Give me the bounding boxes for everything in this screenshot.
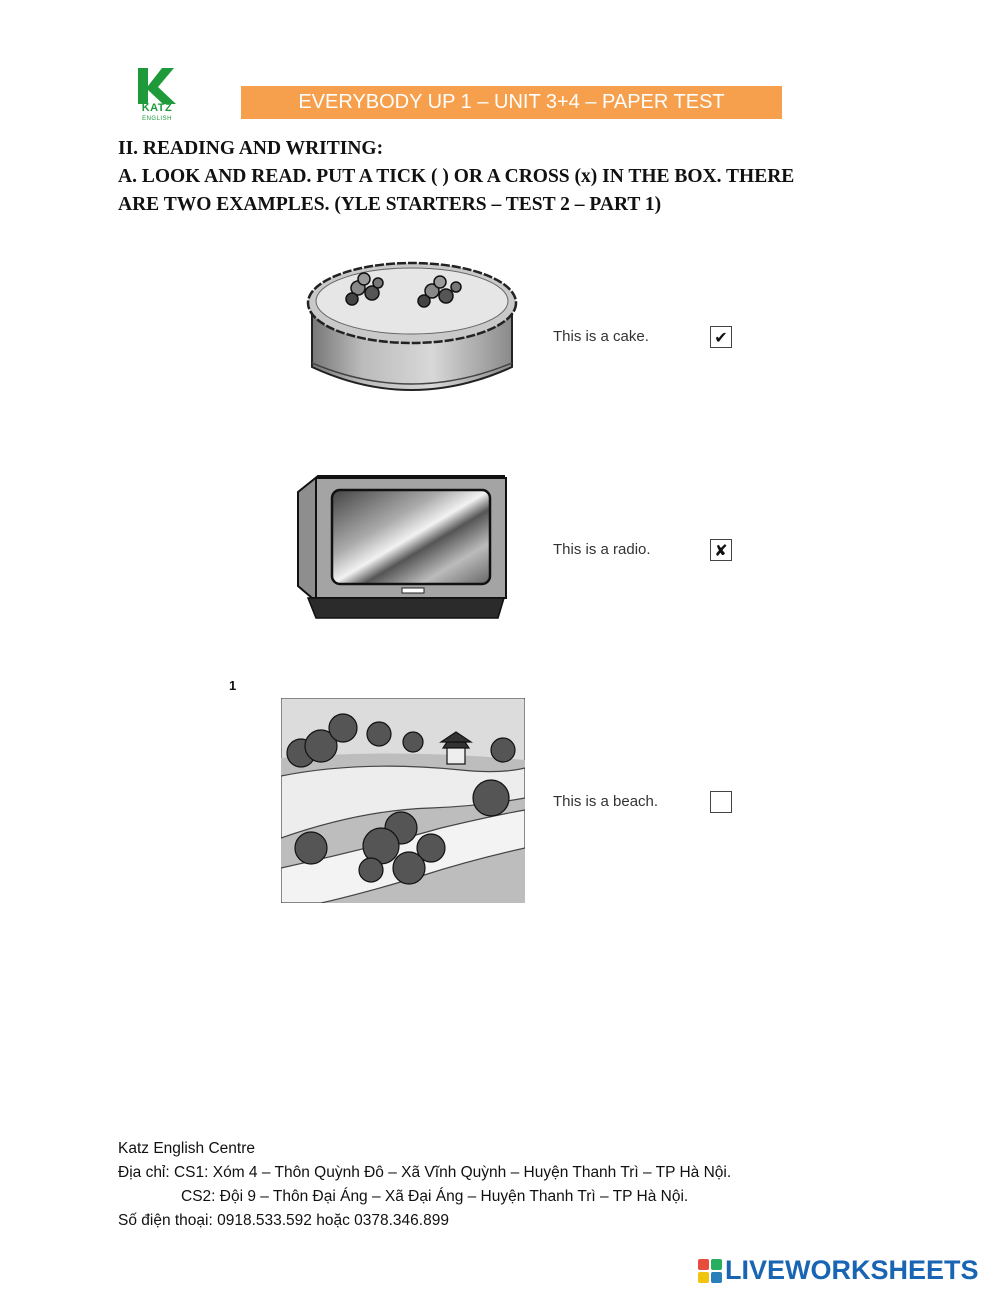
item-number: 1 bbox=[229, 678, 237, 693]
liveworksheets-watermark bbox=[697, 1255, 979, 1286]
instruction-line-2: ARE TWO EXAMPLES. (YLE STARTERS – TEST 2 – PART 1) bbox=[118, 194, 662, 215]
television-illustration bbox=[292, 470, 512, 625]
sentence-example-1: This is a cake. bbox=[553, 328, 649, 345]
cake-illustration bbox=[300, 255, 522, 400]
answer-box-question-1[interactable] bbox=[710, 791, 732, 813]
liveworksheets-text: LIVEWORKSHEETS bbox=[725, 1255, 979, 1285]
answer-box-example-1[interactable]: ✔ bbox=[710, 326, 732, 348]
park-illustration bbox=[281, 698, 525, 903]
logo-subtext: ENGLISH bbox=[142, 116, 172, 122]
sentence-example-2: This is a radio. bbox=[553, 541, 651, 558]
logo-text: KATZ bbox=[141, 102, 173, 114]
answer-box-example-2[interactable]: ✘ bbox=[710, 539, 732, 561]
footer-phone: Số điện thoại: 0918.533.592 hoặc 0378.346.899 bbox=[118, 1212, 449, 1229]
footer-address-1: Địa chỉ: CS1: Xóm 4 – Thôn Quỳnh Đô – Xã Vĩnh Quỳnh – Huyện Thanh Trì – TP Hà Nội. bbox=[118, 1164, 732, 1181]
sentence-question-1: This is a beach. bbox=[553, 793, 659, 810]
footer-address-2: CS2: Đội 9 – Thôn Đại Áng – Xã Đại Áng – Huyện Thanh Trì – TP Hà Nội. bbox=[181, 1188, 689, 1205]
page-title-banner: EVERYBODY UP 1 – UNIT 3+4 – PAPER TEST bbox=[241, 86, 782, 119]
instruction-line-1: A. LOOK AND READ. PUT A TICK ( ) OR A CROSS (x) IN THE BOX. THERE bbox=[118, 166, 795, 187]
footer-centre-name: Katz English Centre bbox=[118, 1140, 255, 1157]
liveworksheets-icon bbox=[697, 1258, 723, 1284]
section-title: II. READING AND WRITING: bbox=[118, 138, 384, 159]
